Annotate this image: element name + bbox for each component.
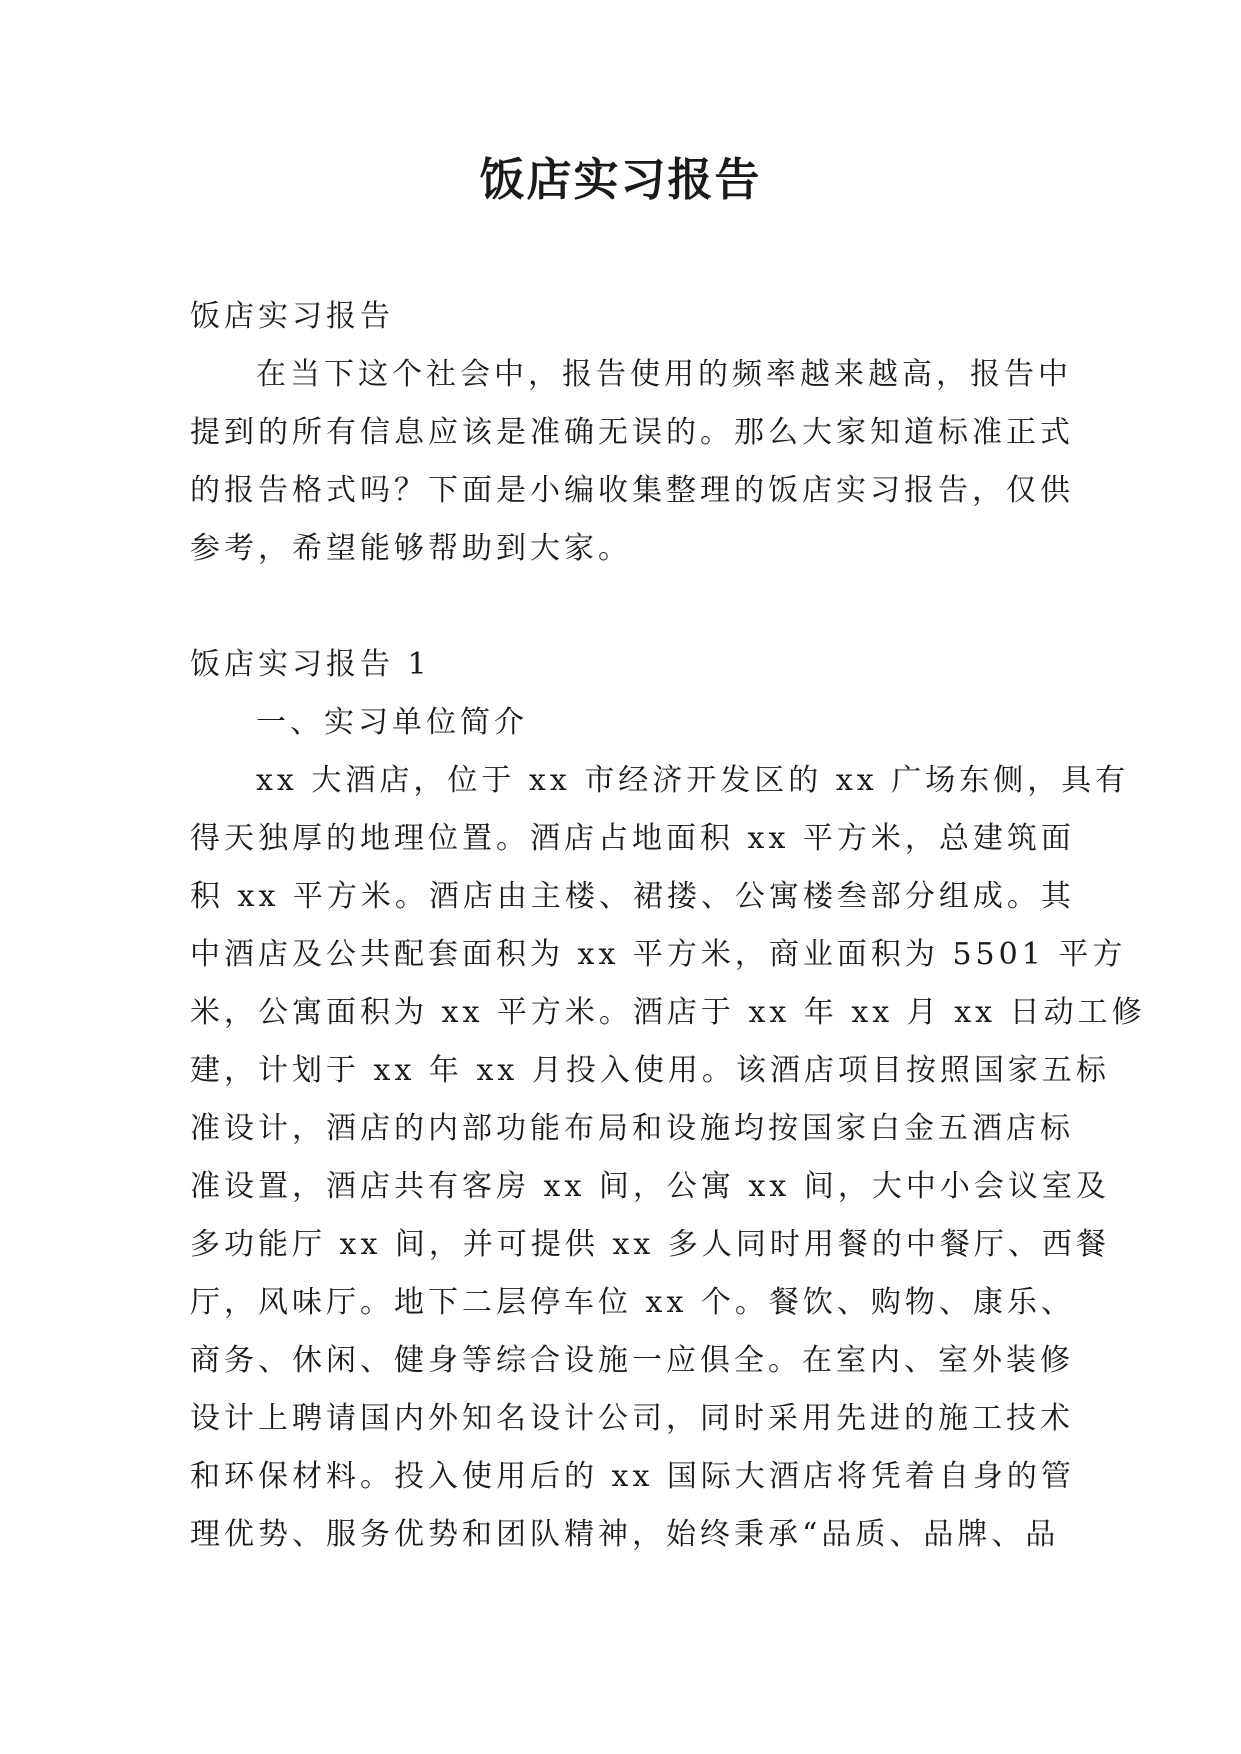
section-heading: 饭店实习报告 1	[190, 647, 431, 682]
section-paragraph-line: 得天独厚的地理位置。酒店占地面积 xx 平方米，总建筑面	[190, 821, 1075, 856]
intro-section	[190, 288, 1074, 578]
section-paragraph-line: 建，计划于 xx 年 xx 月投入使用。该酒店项目按照国家五标	[190, 1053, 1110, 1088]
section-paragraph-line: 积 xx 平方米。酒店由主楼、裙搂、公寓楼叁部分组成。其	[190, 879, 1075, 914]
section-paragraph-line: 设计上聘请国内外知名设计公司，同时采用先进的施工技术	[190, 1401, 1074, 1436]
section-subheading: 一、实习单位简介	[256, 705, 528, 740]
section-paragraph-line: 厅，风味厅。地下二层停车位 xx 个。餐饮、购物、康乐、	[190, 1285, 1075, 1320]
section-paragraph-line: 和环保材料。投入使用后的 xx 国际大酒店将凭着自身的管	[190, 1459, 1075, 1494]
section-paragraph-line: 理优势、服务优势和团队精神，始终秉承“品质、品牌、品	[190, 1517, 1060, 1552]
intro-paragraph-line: 提到的所有信息应该是准确无误的。那么大家知道标准正式	[190, 415, 1074, 450]
intro-paragraph-line: 的报告格式吗？下面是小编收集整理的饭店实习报告，仅供	[190, 473, 1074, 508]
section-paragraph-line: 中酒店及公共配套面积为 xx 平方米，商业面积为 5501 平方	[190, 937, 1127, 972]
section-paragraph-line: xx 大酒店，位于 xx 市经济开发区的 xx 广场东侧，具有	[256, 763, 1130, 798]
section-paragraph-line: 准设计，酒店的内部功能布局和设施均按国家白金五酒店标	[190, 1111, 1074, 1146]
document-title: 饭店实习报告	[479, 153, 762, 206]
section-paragraph-line: 商务、休闲、健身等综合设施一应俱全。在室内、室外装修	[190, 1343, 1074, 1378]
section-paragraph-line: 准设置，酒店共有客房 xx 间，公寓 xx 间，大中小会议室及	[190, 1169, 1110, 1204]
section-paragraph-line: 多功能厅 xx 间，并可提供 xx 多人同时用餐的中餐厅、西餐	[190, 1227, 1110, 1262]
section-paragraph-line: 米，公寓面积为 xx 平方米。酒店于 xx 年 xx 月 xx 日动工修	[190, 995, 1146, 1030]
intro-heading: 饭店实习报告	[190, 299, 394, 334]
intro-paragraph-line: 在当下这个社会中，报告使用的频率越来越高，报告中	[256, 357, 1072, 392]
report-section-1	[190, 636, 1146, 1564]
intro-paragraph-line: 参考，希望能够帮助到大家。	[190, 531, 632, 566]
